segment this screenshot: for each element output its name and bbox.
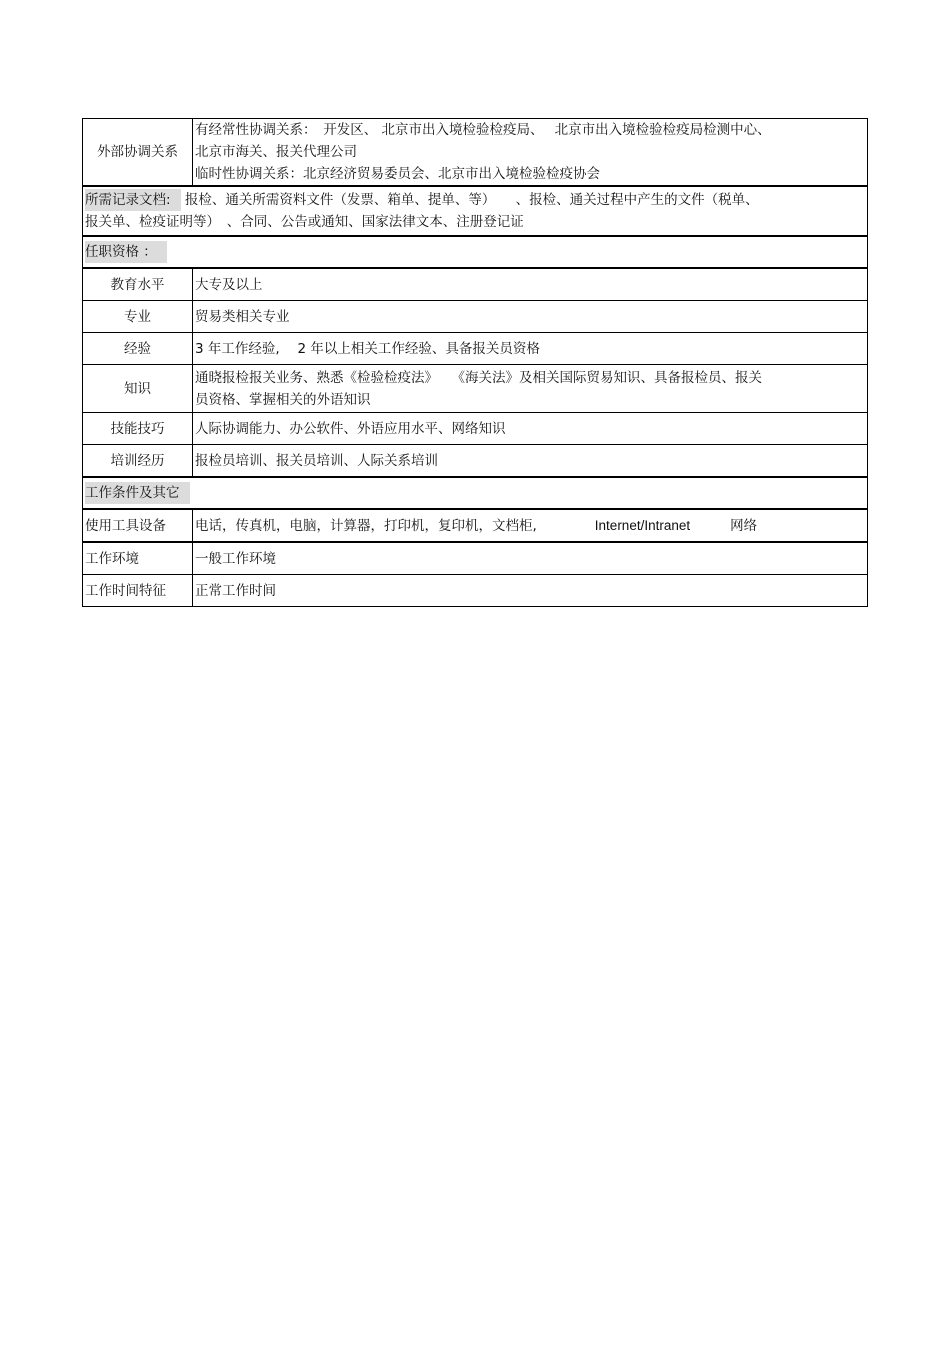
job-description-table — [82, 118, 868, 607]
qualification-row-training — [83, 445, 868, 478]
experience-value: 3 年工作经验, 2 年以上相关工作经验、具备报关员资格 — [193, 333, 868, 365]
qualification-row-experience — [83, 333, 868, 365]
tools-label: 使用工具设备 — [83, 509, 193, 542]
qualification-row-education — [83, 268, 868, 301]
knowledge-value — [193, 365, 868, 413]
tools-network-suffix: 网络 — [730, 517, 758, 534]
work-time-label: 工作时间特征 — [83, 575, 193, 607]
required-documents-text-2: 报关单、检疫证明等） 、合同、公告或通知、国家法律文本、注册登记证 — [85, 214, 524, 230]
skills-value: 人际协调能力、办公软件、外语应用水平、网络知识 — [193, 413, 868, 445]
required-documents-cell — [83, 186, 868, 236]
external-coordination-value — [193, 119, 868, 187]
conditions-header: 工作条件及其它 — [85, 482, 190, 504]
regular-coordination-line: 有经常性协调关系： 开发区、 北京市出入境检验检疫局、 北京市出入境检验检疫局检测中心、 — [195, 122, 771, 138]
qualification-row-knowledge — [83, 365, 868, 413]
conditions-header-row — [83, 477, 868, 509]
work-time-value: 正常工作时间 — [193, 575, 868, 607]
major-label: 专业 — [83, 301, 193, 333]
knowledge-value-line-2: 员资格、掌握相关的外语知识 — [195, 391, 371, 408]
qualification-row-skills — [83, 413, 868, 445]
education-value: 大专及以上 — [193, 268, 868, 301]
training-value: 报检员培训、报关员培训、人际关系培训 — [193, 445, 868, 478]
required-documents-label: 所需记录文档: — [85, 189, 181, 211]
qualification-row-major — [83, 301, 868, 333]
environment-label: 工作环境 — [83, 542, 193, 575]
major-value: 贸易类相关专业 — [193, 301, 868, 333]
qualifications-header-row — [83, 236, 868, 268]
experience-label: 经验 — [83, 333, 193, 365]
work-time-row — [83, 575, 868, 607]
required-documents-row — [83, 186, 868, 236]
environment-row — [83, 542, 868, 575]
qualifications-header: 任职资格 ： — [85, 241, 167, 263]
tools-network-name: Internet/Intranet — [594, 517, 691, 533]
tools-row — [83, 509, 868, 542]
knowledge-value-line-1: 通晓报检报关业务、熟悉《检验检疫法》 《海关法》及相关国际贸易知识、具备报检员、报关 — [195, 369, 762, 386]
external-coordination-label: 外部协调关系 — [83, 119, 193, 187]
environment-value: 一般工作环境 — [193, 542, 868, 575]
regular-coordination-line-cont: 北京市海关、报关代理公司 — [195, 144, 357, 160]
training-label: 培训经历 — [83, 445, 193, 478]
external-coordination-row — [83, 119, 868, 187]
knowledge-label: 知识 — [83, 365, 193, 413]
job-description-sheet — [82, 118, 867, 607]
tools-value — [193, 509, 868, 542]
education-label: 教育水平 — [83, 268, 193, 301]
temporary-coordination-line: 临时性协调关系：北京经济贸易委员会、北京市出入境检验检疫协会 — [195, 166, 600, 182]
skills-label: 技能技巧 — [83, 413, 193, 445]
tools-list: 电话，传真机，电脑，计算器，打印机，复印机，文档柜, — [195, 517, 537, 534]
required-documents-text-1: 报检、通关所需资料文件（发票、箱单、提单、等） 、报检、通关过程中产生的文件（税单、 — [184, 192, 759, 208]
